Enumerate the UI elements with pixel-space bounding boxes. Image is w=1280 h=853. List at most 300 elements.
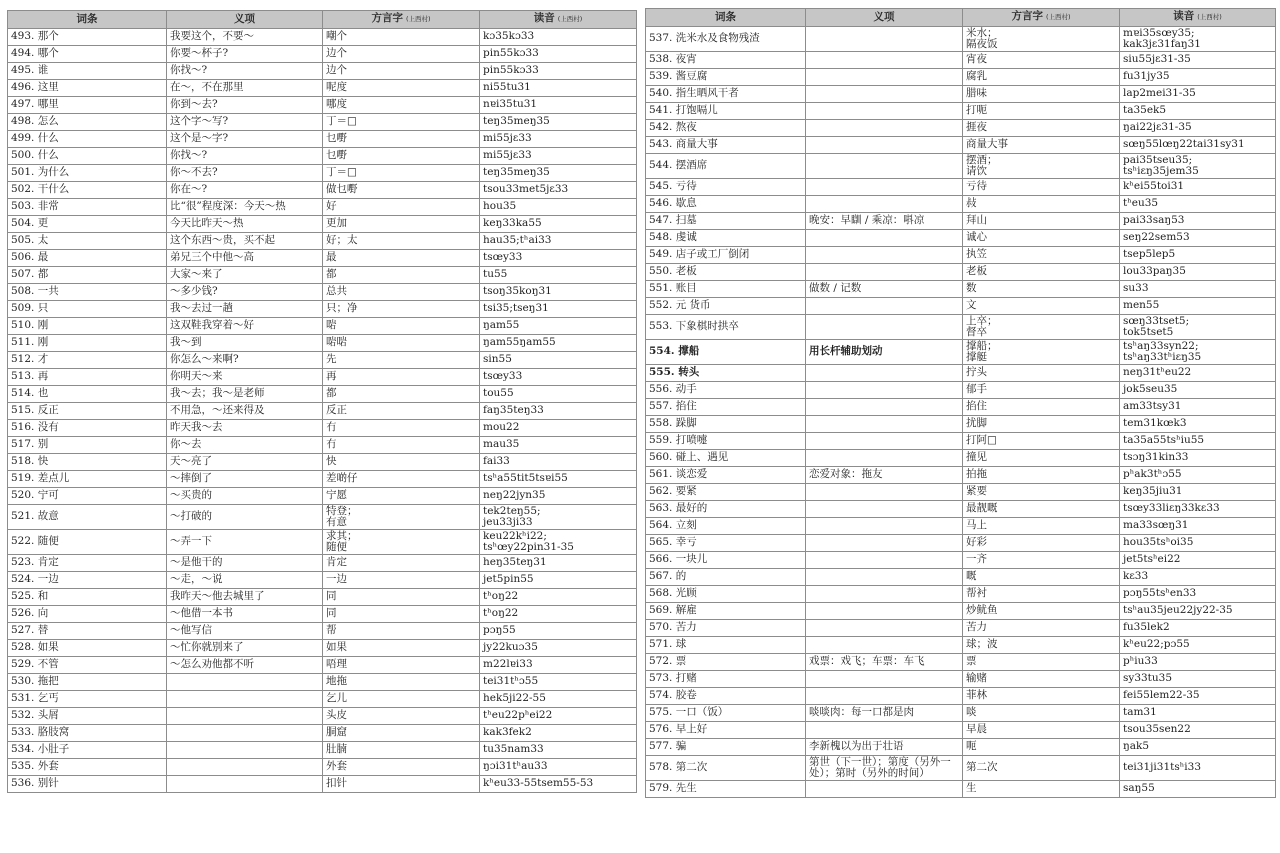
headword-cell: 570. 苦力 [646, 620, 806, 637]
meaning-cell: 我～去过一趟 [167, 301, 323, 318]
dialect-word-cell: 呃 [963, 739, 1120, 756]
dialect-word-cell: 帮 [323, 623, 480, 640]
meaning-cell [167, 708, 323, 725]
headword-cell: 530. 拖把 [8, 674, 167, 691]
pronunciation-cell: pɔŋ55 [480, 623, 637, 640]
dialect-word-cell: 丁＝□ [323, 114, 480, 131]
meaning-cell: 这个东西～贵，买不起 [167, 233, 323, 250]
table-row [8, 97, 637, 114]
pronunciation-cell: pai35tseu35; tsʰiɛŋ35jem35 [1120, 154, 1276, 179]
meaning-cell: ～走，～说 [167, 572, 323, 589]
vocabulary-table-right [645, 8, 1276, 798]
pronunciation-cell: men55 [1120, 298, 1276, 315]
headword-cell: 565. 幸亏 [646, 535, 806, 552]
meaning-cell: 你～去 [167, 437, 323, 454]
meaning-cell: 李新槐以为出于壮语 [806, 739, 963, 756]
pronunciation-cell: hou35tsʰoi35 [1120, 535, 1276, 552]
table-row [8, 233, 637, 250]
headword-cell: 575. 一口（饭） [646, 705, 806, 722]
dialect-word-cell: 紧要 [963, 484, 1120, 501]
meaning-cell [806, 365, 963, 382]
meaning-cell: 比“很”程度深：今天～热 [167, 199, 323, 216]
pronunciation-cell: ŋai22jɛ31-35 [1120, 120, 1276, 137]
meaning-cell: 第世（下一世）；第度（另外一 处）；第时（另外的时间） [806, 756, 963, 781]
pronunciation-cell: pʰak3tʰɔ55 [1120, 467, 1276, 484]
meaning-cell: 弟兄三个中他～高 [167, 250, 323, 267]
headword-cell: 568. 光顾 [646, 586, 806, 603]
pronunciation-cell: ni55tu31 [480, 80, 637, 97]
dialect-word-cell: 唔理 [323, 657, 480, 674]
dialect-word-cell: 特登； 有意 [323, 505, 480, 530]
table-row [646, 484, 1276, 501]
pronunciation-cell: fai33 [480, 454, 637, 471]
headword-cell: 562. 要紧 [646, 484, 806, 501]
table-row [8, 80, 637, 97]
pronunciation-cell: tek2teŋ55; jeu33ji33 [480, 505, 637, 530]
meaning-cell: 我昨天～他去城里了 [167, 589, 323, 606]
headword-cell: 502. 干什么 [8, 182, 167, 199]
headword-cell: 549. 店子或工厂倒闭 [646, 247, 806, 264]
dialect-word-cell: 肚腩 [323, 742, 480, 759]
table-row [8, 776, 637, 793]
table-row [646, 69, 1276, 86]
meaning-cell [806, 247, 963, 264]
table-row [8, 267, 637, 284]
pronunciation-cell: saŋ55 [1120, 781, 1276, 798]
pronunciation-cell: mou22 [480, 420, 637, 437]
headword-cell: 556. 动手 [646, 382, 806, 399]
dialect-word-cell: 只；净 [323, 301, 480, 318]
dialect-word-cell: 打呃 [963, 103, 1120, 120]
meaning-cell [167, 725, 323, 742]
pronunciation-cell: tu55 [480, 267, 637, 284]
pronunciation-cell: tsʰa55tit5tsɐi55 [480, 471, 637, 488]
headword-cell: 519. 差点儿 [8, 471, 167, 488]
meaning-cell [806, 501, 963, 518]
dialect-word-cell: 呢度 [323, 80, 480, 97]
pronunciation-cell: tem31kœk3 [1120, 416, 1276, 433]
column-header [480, 11, 637, 29]
pronunciation-cell: tʰeu22pʰei22 [480, 708, 637, 725]
headword-cell: 526. 向 [8, 606, 167, 623]
dialect-word-cell: 更加 [323, 216, 480, 233]
pronunciation-cell: fei55lem22-35 [1120, 688, 1276, 705]
vocabulary-table-left [7, 10, 637, 793]
dialect-word-cell: 最靓嘅 [963, 501, 1120, 518]
table-row [8, 46, 637, 63]
pronunciation-cell: pʰiu33 [1120, 654, 1276, 671]
headword-cell: 533. 胳肢窝 [8, 725, 167, 742]
headword-cell: 560. 碰上、遇见 [646, 450, 806, 467]
dialect-word-cell: 好；太 [323, 233, 480, 250]
headword-cell: 557. 掐住 [646, 399, 806, 416]
meaning-cell: 你要～杯子? [167, 46, 323, 63]
dialect-word-cell: 摆酒； 请饮 [963, 154, 1120, 179]
column-header-note: (上西村) [557, 15, 583, 24]
meaning-cell [806, 154, 963, 179]
pronunciation-cell: tsɔŋ31kin33 [1120, 450, 1276, 467]
dialect-word-cell: 同 [323, 606, 480, 623]
dialect-word-cell: 冇 [323, 420, 480, 437]
dialect-word-cell: 商量大事 [963, 137, 1120, 154]
pronunciation-cell: pin55kɔ33 [480, 46, 637, 63]
table-row [8, 352, 637, 369]
pronunciation-cell: heŋ35teŋ31 [480, 555, 637, 572]
table-row [8, 63, 637, 80]
headword-cell: 576. 早上好 [646, 722, 806, 739]
dialect-word-cell: 第二次 [963, 756, 1120, 781]
table-row [8, 148, 637, 165]
headword-cell: 534. 小肚子 [8, 742, 167, 759]
table-row [646, 154, 1276, 179]
headword-cell: 495. 谁 [8, 63, 167, 80]
dialect-word-cell: 输赌 [963, 671, 1120, 688]
table-row [646, 688, 1276, 705]
meaning-cell [806, 69, 963, 86]
column-header-label: 词条 [715, 10, 736, 23]
headword-cell: 538. 夜宵 [646, 52, 806, 69]
headword-cell: 535. 外套 [8, 759, 167, 776]
column-header-note: (上西村) [405, 15, 431, 24]
pronunciation-cell: pɔŋ55tsʰen33 [1120, 586, 1276, 603]
headword-cell: 551. 账目 [646, 281, 806, 298]
headword-cell: 521. 故意 [8, 505, 167, 530]
meaning-cell [806, 86, 963, 103]
table-row [8, 454, 637, 471]
dialect-word-cell: 郁手 [963, 382, 1120, 399]
table-row [8, 318, 637, 335]
dialect-word-cell: 米水； 隔夜饭 [963, 27, 1120, 52]
pronunciation-cell: teŋ35meŋ35 [480, 114, 637, 131]
pronunciation-cell: nɐi35tu31 [480, 97, 637, 114]
dialect-word-cell: 好彩 [963, 535, 1120, 552]
table-header-row [8, 11, 637, 29]
pronunciation-cell: tʰoŋ22 [480, 589, 637, 606]
pronunciation-cell: tsœy33 [480, 250, 637, 267]
meaning-cell: 戏票：戏飞；车票：车飞 [806, 654, 963, 671]
dialect-word-cell: 都 [323, 386, 480, 403]
meaning-cell: ～买贵的 [167, 488, 323, 505]
headword-cell: 540. 指生晒风干者 [646, 86, 806, 103]
table-row [646, 86, 1276, 103]
meaning-cell [806, 298, 963, 315]
table-row [646, 365, 1276, 382]
pronunciation-cell: ta35a55tsʰiu55 [1120, 433, 1276, 450]
headword-cell: 555. 转头 [646, 365, 806, 382]
table-row [646, 281, 1276, 298]
column-header-note: (上西村) [1197, 13, 1222, 22]
dialect-word-cell: 肯定 [323, 555, 480, 572]
headword-cell: 558. 跺脚 [646, 416, 806, 433]
meaning-cell: ～打破的 [167, 505, 323, 530]
pronunciation-cell: ŋam55 [480, 318, 637, 335]
table-row [8, 386, 637, 403]
meaning-cell [806, 179, 963, 196]
table-row [8, 742, 637, 759]
column-header-label: 方言字 [1011, 10, 1043, 23]
column-header-label: 词条 [76, 12, 98, 25]
headword-cell: 494. 哪个 [8, 46, 167, 63]
pronunciation-cell: tʰoŋ22 [480, 606, 637, 623]
pronunciation-cell: tou55 [480, 386, 637, 403]
dialect-word-cell: 求其； 随便 [323, 530, 480, 555]
table-row [646, 52, 1276, 69]
meaning-cell: 你找～? [167, 63, 323, 80]
meaning-cell: 我～去；我～是老师 [167, 386, 323, 403]
pronunciation-cell: jet5tsʰei22 [1120, 552, 1276, 569]
dialect-word-cell: 都 [323, 267, 480, 284]
meaning-cell: ～弄一下 [167, 530, 323, 555]
headword-cell: 513. 再 [8, 369, 167, 386]
table-row [8, 691, 637, 708]
pronunciation-cell: tsou33met5jɛ33 [480, 182, 637, 199]
headword-cell: 554. 撑船 [646, 340, 806, 365]
meaning-cell: ～他写信 [167, 623, 323, 640]
meaning-cell [167, 742, 323, 759]
headword-cell: 566. 一块儿 [646, 552, 806, 569]
meaning-cell [806, 586, 963, 603]
meaning-cell [806, 137, 963, 154]
meaning-cell [167, 776, 323, 793]
pronunciation-cell: ta35ek5 [1120, 103, 1276, 120]
table-row [646, 213, 1276, 230]
headword-cell: 569. 解雇 [646, 603, 806, 620]
meaning-cell: 这个是～字? [167, 131, 323, 148]
table-row [8, 403, 637, 420]
pronunciation-cell: fu35lek2 [1120, 620, 1276, 637]
table-row [8, 114, 637, 131]
pronunciation-cell: pai33saŋ53 [1120, 213, 1276, 230]
table-row [646, 637, 1276, 654]
dialect-word-cell: 扣针 [323, 776, 480, 793]
table-row [646, 196, 1276, 213]
dialect-word-cell: 做乜嘢 [323, 182, 480, 199]
pronunciation-cell: jok5seu35 [1120, 382, 1276, 399]
table-row [8, 606, 637, 623]
headword-cell: 528. 如果 [8, 640, 167, 657]
table-row [8, 284, 637, 301]
headword-cell: 515. 反正 [8, 403, 167, 420]
headword-cell: 522. 随便 [8, 530, 167, 555]
dialect-word-cell: 再 [323, 369, 480, 386]
headword-cell: 577. 骗 [646, 739, 806, 756]
meaning-cell: 你到～去? [167, 97, 323, 114]
column-header-note: (上西村) [1045, 13, 1071, 22]
table-row [646, 315, 1276, 340]
table-row [8, 725, 637, 742]
headword-cell: 503. 非常 [8, 199, 167, 216]
meaning-cell [806, 620, 963, 637]
headword-cell: 532. 头屑 [8, 708, 167, 725]
headword-cell: 553. 下象棋时拱卒 [646, 315, 806, 340]
meaning-cell [806, 722, 963, 739]
headword-cell: 493. 那个 [8, 29, 167, 46]
table-row [646, 756, 1276, 781]
meaning-cell [806, 484, 963, 501]
dialect-word-cell: 边个 [323, 46, 480, 63]
headword-cell: 578. 第二次 [646, 756, 806, 781]
pronunciation-cell: tam31 [1120, 705, 1276, 722]
pronunciation-cell: mi55jɛ33 [480, 148, 637, 165]
meaning-cell [806, 27, 963, 52]
table-row [8, 488, 637, 505]
dialect-word-cell: 一边 [323, 572, 480, 589]
dialect-word-cell: 啱 [323, 318, 480, 335]
dialect-word-cell: 早晨 [963, 722, 1120, 739]
pronunciation-cell: kak3fek2 [480, 725, 637, 742]
table-row [646, 535, 1276, 552]
pronunciation-cell: siu55jɛ31-35 [1120, 52, 1276, 69]
headword-cell: 506. 最 [8, 250, 167, 267]
meaning-cell [806, 382, 963, 399]
dialect-word-cell: 胴窟 [323, 725, 480, 742]
pronunciation-cell: am33tsy31 [1120, 399, 1276, 416]
pronunciation-cell: tei31ji31tsʰi33 [1120, 756, 1276, 781]
table-row [646, 103, 1276, 120]
dialect-word-cell: 乜嘢 [323, 148, 480, 165]
dialect-word-cell: 敊 [963, 196, 1120, 213]
column-header [963, 9, 1120, 27]
column-header-label: 读音 [1173, 10, 1195, 23]
meaning-cell [167, 674, 323, 691]
pronunciation-cell: sœŋ55lœŋ22tai31sy31 [1120, 137, 1276, 154]
pronunciation-cell: ŋɔi31tʰau33 [480, 759, 637, 776]
dialect-word-cell: 数 [963, 281, 1120, 298]
headword-cell: 525. 和 [8, 589, 167, 606]
pronunciation-cell: tsœy33liɛŋ33kɛ33 [1120, 501, 1276, 518]
pronunciation-cell: sœŋ33tset5; tok5tset5 [1120, 315, 1276, 340]
table-row [8, 131, 637, 148]
table-row [646, 298, 1276, 315]
meaning-cell [806, 103, 963, 120]
headword-cell: 531. 乞丐 [8, 691, 167, 708]
pronunciation-cell: su33 [1120, 281, 1276, 298]
headword-cell: 561. 谈恋爱 [646, 467, 806, 484]
dialect-word-cell: 外套 [323, 759, 480, 776]
headword-cell: 573. 打赌 [646, 671, 806, 688]
dialect-word-cell: 乜嘢 [323, 131, 480, 148]
dialect-word-cell: 先 [323, 352, 480, 369]
meaning-cell [806, 518, 963, 535]
pronunciation-cell: tsi35;tseŋ31 [480, 301, 637, 318]
table-header-row [646, 9, 1276, 27]
pronunciation-cell: pin55kɔ33 [480, 63, 637, 80]
dialect-word-cell: 一齐 [963, 552, 1120, 569]
dialect-word-cell: 马上 [963, 518, 1120, 535]
dialect-word-cell: 宵夜 [963, 52, 1120, 69]
headword-cell: 518. 快 [8, 454, 167, 471]
pronunciation-cell: kʰeu33-55tsem55-53 [480, 776, 637, 793]
pronunciation-cell: kʰeu22;pɔ55 [1120, 637, 1276, 654]
pronunciation-cell: sy33tu35 [1120, 671, 1276, 688]
meaning-cell: 在～，不在那里 [167, 80, 323, 97]
dialect-word-cell: 快 [323, 454, 480, 471]
meaning-cell [806, 552, 963, 569]
column-header [323, 11, 480, 29]
dialect-word-cell: 文 [963, 298, 1120, 315]
dialect-word-cell: 嘲个 [323, 29, 480, 46]
pronunciation-cell: mau35 [480, 437, 637, 454]
table-row [8, 471, 637, 488]
headword-cell: 523. 肯定 [8, 555, 167, 572]
meaning-cell [806, 196, 963, 213]
pronunciation-cell: fu31jy35 [1120, 69, 1276, 86]
headword-cell: 517. 别 [8, 437, 167, 454]
dialect-word-cell: 撑船； 撑艇 [963, 340, 1120, 365]
pronunciation-cell: m22lɐi33 [480, 657, 637, 674]
dialect-word-cell: 好 [323, 199, 480, 216]
table-row [8, 437, 637, 454]
meaning-cell: ～多少钱? [167, 284, 323, 301]
pronunciation-cell: lou33paŋ35 [1120, 264, 1276, 281]
table-row [8, 165, 637, 182]
table-row [646, 603, 1276, 620]
headword-cell: 514. 也 [8, 386, 167, 403]
headword-cell: 545. 亏待 [646, 179, 806, 196]
pronunciation-cell: kʰei55toi31 [1120, 179, 1276, 196]
dialect-word-cell: 掐住 [963, 399, 1120, 416]
meaning-cell: 用长杆辅助划动 [806, 340, 963, 365]
column-header [646, 9, 806, 27]
table-row [8, 572, 637, 589]
pronunciation-cell: jet5pin55 [480, 572, 637, 589]
table-row [646, 654, 1276, 671]
headword-cell: 574. 胶卷 [646, 688, 806, 705]
headword-cell: 543. 商量大事 [646, 137, 806, 154]
table-row [8, 505, 637, 530]
table-row [646, 705, 1276, 722]
headword-cell: 505. 太 [8, 233, 167, 250]
table-row [8, 623, 637, 640]
meaning-cell [806, 433, 963, 450]
table-row [8, 530, 637, 555]
meaning-cell [167, 691, 323, 708]
headword-cell: 537. 洗米水及食物残渣 [646, 27, 806, 52]
table-row [646, 671, 1276, 688]
table-row [8, 199, 637, 216]
meaning-cell: 今天比昨天～热 [167, 216, 323, 233]
table-row [8, 216, 637, 233]
headword-cell: 547. 扫墓 [646, 213, 806, 230]
headword-cell: 539. 酱豆腐 [646, 69, 806, 86]
table-row [646, 399, 1276, 416]
meaning-cell: 你怎么～来啊? [167, 352, 323, 369]
dialect-word-cell: 亏待 [963, 179, 1120, 196]
pronunciation-cell: tei31tʰɔ55 [480, 674, 637, 691]
pronunciation-cell: lap2mei31-35 [1120, 86, 1276, 103]
meaning-cell: ～他借一本书 [167, 606, 323, 623]
meaning-cell [806, 264, 963, 281]
dialect-word-cell: 宁愿 [323, 488, 480, 505]
dialect-word-cell: 差啲仔 [323, 471, 480, 488]
headword-cell: 516. 没有 [8, 420, 167, 437]
headword-cell: 496. 这里 [8, 80, 167, 97]
headword-cell: 499. 什么 [8, 131, 167, 148]
pronunciation-cell: hau35;tʰai33 [480, 233, 637, 250]
dialect-word-cell: 票 [963, 654, 1120, 671]
dialect-word-cell: 反正 [323, 403, 480, 420]
headword-cell: 500. 什么 [8, 148, 167, 165]
pronunciation-cell: keŋ33ka55 [480, 216, 637, 233]
meaning-cell: 晚安：早瞓 / 乘凉：唞凉 [806, 213, 963, 230]
dialect-word-cell: 拍拖 [963, 467, 1120, 484]
headword-cell: 529. 不管 [8, 657, 167, 674]
table-row [8, 555, 637, 572]
headword-cell: 508. 一共 [8, 284, 167, 301]
table-row [8, 301, 637, 318]
column-header [8, 11, 167, 29]
table-row [646, 120, 1276, 137]
